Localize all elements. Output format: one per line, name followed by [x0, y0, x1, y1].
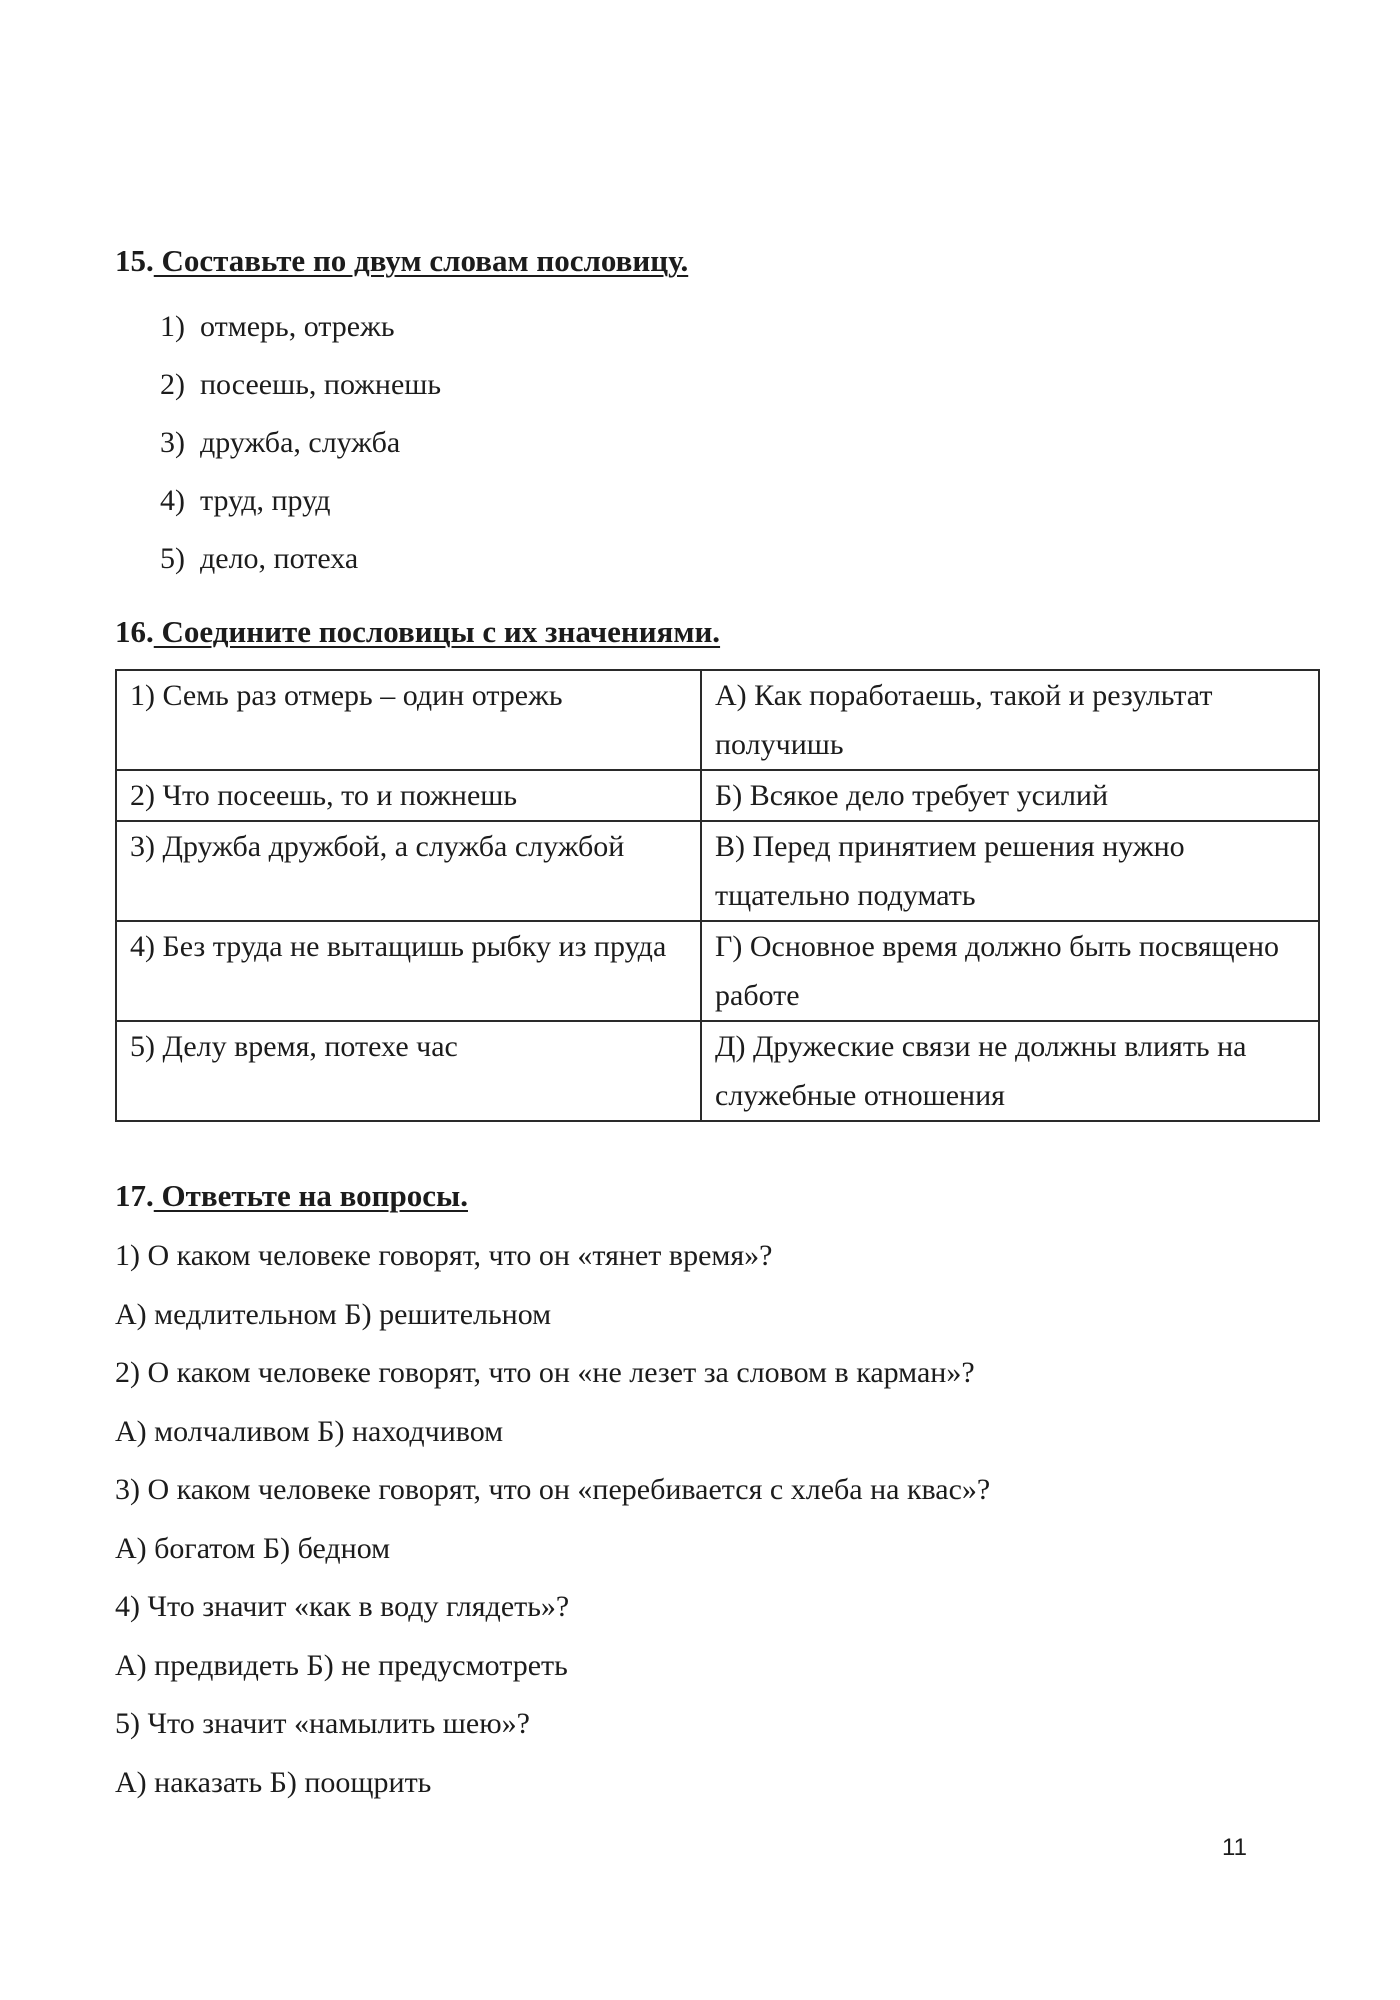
- question-text: 1) О каком человеке говорят, что он «тянет время»?: [115, 1239, 773, 1272]
- table-row: [116, 770, 1319, 821]
- task-17-title: Ответьте на вопросы.: [153, 1178, 468, 1213]
- proverb-cell: 5) Делу время, потехе час: [116, 1021, 701, 1121]
- task-15-number: 15.: [115, 243, 154, 278]
- proverb-matching-table: [115, 669, 1320, 1122]
- proverb-cell: 4) Без труда не вытащишь рыбку из пруда: [116, 921, 701, 1021]
- task-15-list: [115, 298, 1315, 588]
- proverb-cell: 1) Семь раз отмерь – один отрежь: [116, 670, 701, 770]
- list-item: 1) отмерь, отрежь: [160, 310, 395, 343]
- table-row: [116, 821, 1319, 921]
- list-item: 3) дружба, служба: [160, 426, 401, 459]
- answer-options: А) предвидеть Б) не предусмотреть: [115, 1648, 568, 1682]
- task-17-heading: [115, 1178, 1315, 1214]
- meaning-cell: Б) Всякое дело требует усилий: [701, 770, 1319, 821]
- task-15: [115, 243, 1315, 588]
- page-number: 11: [1222, 1834, 1247, 1861]
- answer-options: А) богатом Б) бедном: [115, 1531, 391, 1565]
- task-16-heading: [115, 614, 1315, 650]
- meaning-cell: В) Перед принятием решения нужно тщательно подумать: [701, 821, 1319, 921]
- table-row: [116, 1021, 1319, 1121]
- table-row: [116, 921, 1319, 1021]
- answer-options: А) молчаливом Б) находчивом: [115, 1414, 504, 1448]
- table-row: [116, 670, 1319, 770]
- meaning-cell: Д) Дружеские связи не должны влиять на служебные отношения: [701, 1021, 1319, 1121]
- task-15-title: Составьте по двум словам пословицу.: [153, 243, 689, 278]
- task-17-number: 17.: [115, 1178, 154, 1213]
- proverb-cell: 3) Дружба дружбой, а служба службой: [116, 821, 701, 921]
- task-17-questions: [115, 1227, 1315, 1812]
- task-15-heading: [115, 243, 1315, 279]
- answer-options: А) наказать Б) поощрить: [115, 1765, 432, 1799]
- meaning-cell: А) Как поработаешь, такой и результат получишь: [701, 670, 1319, 770]
- question-text: 4) Что значит «как в воду глядеть»?: [115, 1590, 570, 1623]
- task-16-number: 16.: [115, 614, 154, 649]
- question-text: 5) Что значит «намылить шею»?: [115, 1707, 530, 1740]
- task-16-title: Соедините пословицы с их значениями.: [153, 614, 721, 649]
- answer-options: А) медлительном Б) решительном: [115, 1297, 552, 1331]
- list-item: 4) труд, пруд: [160, 484, 331, 517]
- task-17: [115, 1178, 1315, 1812]
- meaning-cell: Г) Основное время должно быть посвящено работе: [701, 921, 1319, 1021]
- list-item: 5) дело, потеха: [160, 542, 359, 575]
- task-16: [115, 614, 1315, 650]
- question-text: 2) О каком человеке говорят, что он «не лезет за словом в карман»?: [115, 1356, 975, 1389]
- list-item: 2) посеешь, пожнешь: [160, 368, 442, 401]
- question-text: 3) О каком человеке говорят, что он «перебивается с хлеба на квас»?: [115, 1473, 991, 1506]
- proverb-cell: 2) Что посеешь, то и пожнешь: [116, 770, 701, 821]
